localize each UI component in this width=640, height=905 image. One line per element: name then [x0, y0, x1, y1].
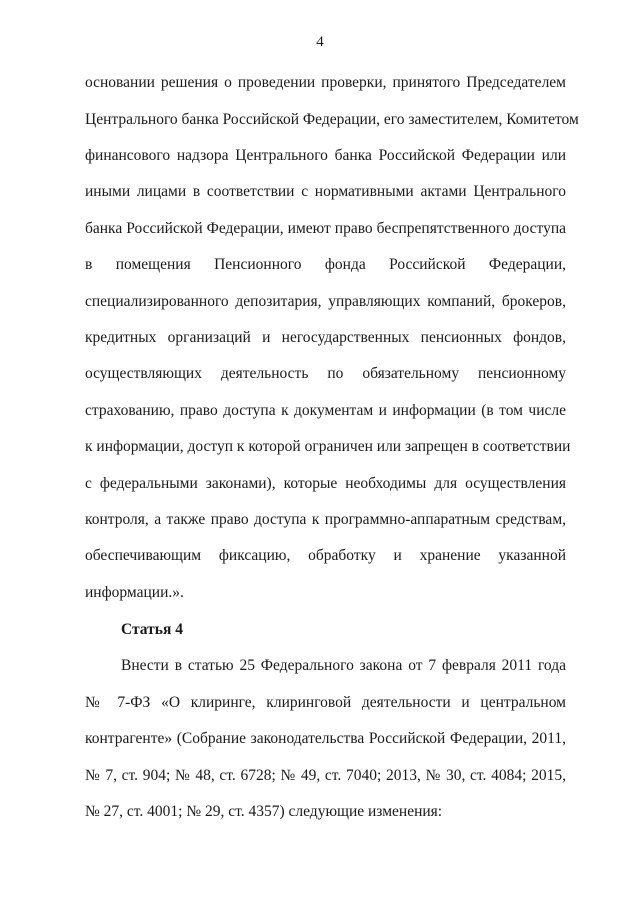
- text-line: Центрального банка Российской Федерации, его заместителем, Комитетом: [85, 111, 579, 128]
- text-line: финансового надзора Центрального банка Российской Федерации или: [85, 147, 566, 164]
- text-line: основании решения о проведении проверки, принятого Председателем: [85, 74, 566, 91]
- text-line: № 7-ФЗ «О клиринге, клиринговой деятельности и центральном: [85, 694, 566, 711]
- text-line: № 27, ст. 4001; № 29, ст. 4357) следующие изменения:: [85, 803, 443, 820]
- text-line: обеспечивающим фиксацию, обработку и хранение указанной: [85, 547, 566, 564]
- page-number: 4: [316, 34, 324, 50]
- text-line: к информации, доступ к которой ограничен или запрещен в соответствии: [85, 438, 571, 455]
- text-line: иными лицами в соответствии с нормативными актами Центрального: [85, 183, 566, 200]
- text-line: в помещения Пенсионного фонда Российской Федерации,: [85, 256, 566, 273]
- text-line: осуществляющих деятельность по обязательному пенсионному: [85, 365, 566, 382]
- text-line: контроля, а также право доступа к программно-аппаратным средствам,: [85, 511, 566, 528]
- text-line: контрагенте» (Собрание законодательства Российской Федерации, 2011,: [85, 730, 566, 747]
- text-line: страхованию, право доступа к документам и информации (в том числе: [85, 402, 566, 419]
- text-line: информации.».: [85, 584, 184, 601]
- text-line: с федеральными законами), которые необходимы для осуществления: [85, 475, 566, 492]
- text-line: специализированного депозитария, управляющих компаний, брокеров,: [85, 293, 566, 310]
- text-line: Внести в статью 25 Федерального закона от 7 февраля 2011 года: [121, 657, 566, 674]
- article-heading: Статья 4: [121, 621, 183, 638]
- text-line: банка Российской Федерации, имеют право беспрепятственного доступа: [85, 220, 566, 237]
- text-line: № 7, ст. 904; № 48, ст. 6728; № 49, ст. 7040; 2013, № 30, ст. 4084; 2015,: [85, 767, 566, 784]
- text-line: кредитных организаций и негосударственных пенсионных фондов,: [85, 329, 566, 346]
